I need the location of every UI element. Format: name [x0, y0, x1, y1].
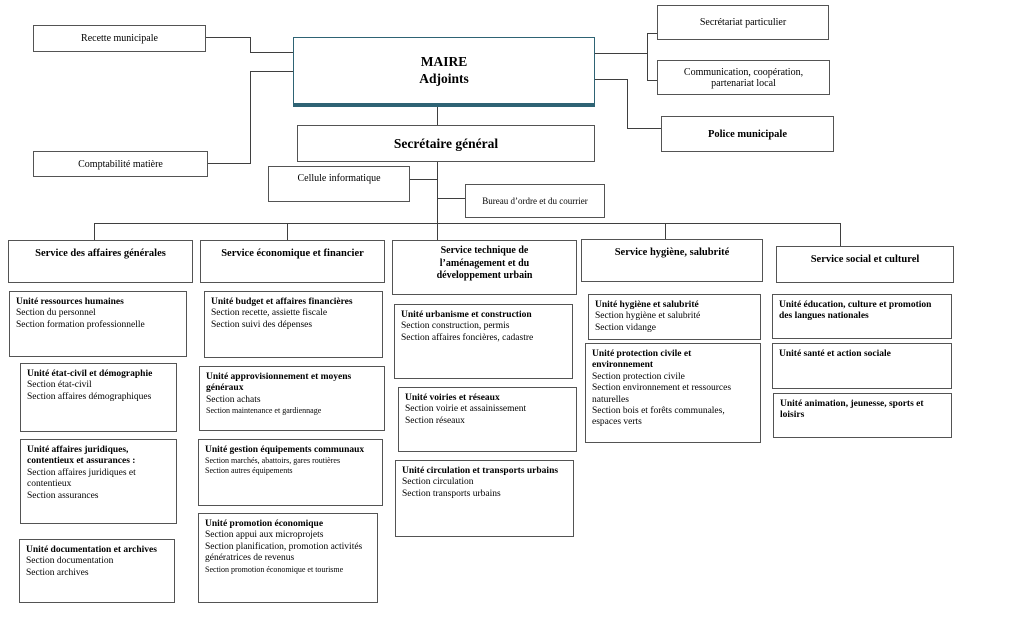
bureau-ordre-label: Bureau d’ordre et du courrier [482, 196, 588, 206]
unit-gestion-equipements [198, 439, 383, 506]
unit-section: Section recette, assiette fiscale [211, 308, 328, 319]
unit-title: Unité éducation, culture et promotion des langues nationales [779, 300, 932, 322]
unit-title: Unité santé et action sociale [779, 349, 891, 359]
unit-title: Unité animation, jeunesse, sports et loisirs [780, 399, 924, 421]
connector-secretariat-h [647, 33, 657, 34]
unit-section: Section promotion économique et tourisme [205, 564, 344, 574]
secretaire-general-label: Secrétaire général [393, 135, 499, 151]
unit-section: Section transports urbains [402, 488, 501, 499]
unit-protection-civile-environnement [585, 343, 761, 443]
connector-police-v [627, 79, 628, 129]
unit-title: Unité promotion économique [205, 519, 324, 529]
connector-communication-h [647, 80, 657, 81]
unit-section: Section protection civile [592, 371, 685, 382]
unit-title: Unité voiries et réseaux [405, 393, 500, 403]
maire-line2: Adjoints [419, 70, 469, 86]
unit-title: Unité protection civile et environnement [592, 349, 692, 371]
connector-drop-col4 [665, 223, 666, 239]
unit-section: Section voirie et assainissement [405, 404, 527, 415]
unit-animation-jeunesse-sports [773, 393, 952, 438]
unit-section: Section hygiène et salubrité [595, 311, 701, 322]
unit-title: Unité gestion équipements communaux [205, 445, 365, 455]
unit-title: Unité hygiène et salubrité [595, 300, 699, 310]
unit-section: Section état-civil [27, 380, 92, 391]
unit-section: Section marchés, abattoirs, gares routières [205, 456, 341, 466]
communication-box [657, 60, 830, 95]
connector-drop-col1 [94, 223, 95, 240]
unit-voiries-reseaux [398, 387, 577, 452]
service-header-label: Service social et culturel [810, 254, 920, 265]
unit-section: Section affaires juridiques et contentieux [27, 467, 136, 490]
maire-label [419, 54, 469, 88]
cellule-informatique-box [268, 166, 410, 202]
recette-municipale-box [33, 25, 206, 52]
unit-title: Unité urbanisme et construction [401, 310, 532, 320]
connector-drop-col2 [287, 223, 288, 240]
communication-label: Communication, coopération, partenariat local [683, 66, 804, 89]
connector-recette-h1 [206, 37, 250, 38]
unit-section: Section achats [206, 394, 261, 405]
service-header-label: Service technique de l’aménagement et du développement urbain [436, 245, 533, 281]
unit-section: Section appui aux microprojets [205, 530, 324, 541]
police-municipale-box [661, 116, 834, 152]
service-header-label: Service hygiène, salubrité [614, 247, 730, 258]
unit-affaires-juridiques [20, 439, 177, 524]
connector-trunk-sg-down [437, 162, 438, 241]
unit-title: Unité affaires juridiques, contentieux et assurances : [27, 445, 136, 467]
police-municipale-label: Police municipale [707, 128, 788, 140]
bureau-ordre-box [465, 184, 605, 218]
unit-promotion-economique [198, 513, 378, 603]
unit-section: Section planification, promotion activités génératrices de revenus [205, 541, 363, 564]
unit-section: Section assurances [27, 490, 99, 501]
unit-ressources-humaines [9, 291, 187, 357]
unit-section: Section vidange [595, 322, 656, 333]
unit-budget-affaires-financieres [204, 291, 383, 358]
service-header-technique-urbain [392, 240, 577, 295]
connector-comptabilite-h1 [207, 163, 250, 164]
unit-section: Section suivi des dépenses [211, 319, 313, 330]
connector-police-h2 [627, 128, 661, 129]
cellule-informatique-label: Cellule informatique [297, 173, 381, 184]
connector-recette-h2 [250, 52, 293, 53]
unit-title: Unité état-civil et démographie [27, 369, 153, 379]
service-header-label: Service économique et financier [221, 248, 364, 259]
unit-education-culture [772, 294, 952, 339]
connector-comptabilite-v [250, 71, 251, 164]
unit-approvisionnement-moyens [199, 366, 385, 431]
recette-municipale-label: Recette municipale [81, 33, 158, 44]
unit-circulation-transports [395, 460, 574, 537]
connector-right-v [647, 33, 648, 81]
secretariat-particulier-box [657, 5, 829, 40]
unit-hygiene-salubrite [588, 294, 761, 340]
service-header-label: Service des affaires générales [35, 248, 166, 259]
unit-sante-action-sociale [772, 343, 952, 389]
unit-section: Section formation professionnelle [16, 319, 145, 330]
secretaire-general-box [297, 125, 595, 162]
unit-section: Section environnement et ressources naturelles [592, 383, 732, 405]
unit-section: Section circulation [402, 477, 474, 488]
unit-etat-civil-demographie [20, 363, 177, 432]
unit-documentation-archives [19, 539, 175, 603]
unit-section: Section autres équipements [205, 465, 293, 475]
unit-section: Section documentation [26, 556, 114, 567]
maire-box [293, 37, 595, 107]
comptabilite-matiere-box [33, 151, 208, 177]
service-header-economique-financier [200, 240, 385, 283]
service-header-hygiene-salubrite [581, 239, 763, 282]
connector-recette-v [250, 37, 251, 53]
unit-section: Section affaires démographiques [27, 391, 152, 402]
unit-section: Section archives [26, 567, 89, 578]
unit-section: Section affaires foncières, cadastre [401, 332, 534, 343]
maire-line1: MAIRE [420, 53, 468, 69]
connector-comptabilite-h2 [250, 71, 293, 72]
connector-bureau-h [437, 198, 465, 199]
secretariat-particulier-label: Secrétariat particulier [699, 17, 787, 28]
connector-trunk-maire-sg [437, 107, 438, 125]
connector-drop-col5 [840, 223, 841, 246]
unit-urbanisme-construction [394, 304, 573, 379]
connector-distribution-h [94, 223, 840, 224]
service-header-affaires-generales [8, 240, 193, 283]
unit-title: Unité documentation et archives [26, 545, 157, 555]
unit-section: Section réseaux [405, 415, 465, 426]
unit-title: Unité circulation et transports urbains [402, 466, 559, 476]
connector-right-h [595, 53, 647, 54]
unit-title: Unité ressources humaines [16, 297, 124, 307]
unit-section: Section du personnel [16, 308, 96, 319]
comptabilite-matiere-label: Comptabilité matière [78, 158, 163, 170]
unit-section: Section maintenance et gardiennage [206, 406, 322, 416]
connector-cellule-h [410, 179, 437, 180]
unit-section: Section bois et forêts communales, espaces verts [592, 405, 725, 428]
unit-title: Unité approvisionnement et moyens généraux [206, 372, 352, 394]
unit-section: Section construction, permis [401, 321, 510, 332]
connector-police-h1 [595, 79, 627, 80]
service-header-social-culturel [776, 246, 954, 283]
unit-title: Unité budget et affaires financières [211, 297, 353, 307]
